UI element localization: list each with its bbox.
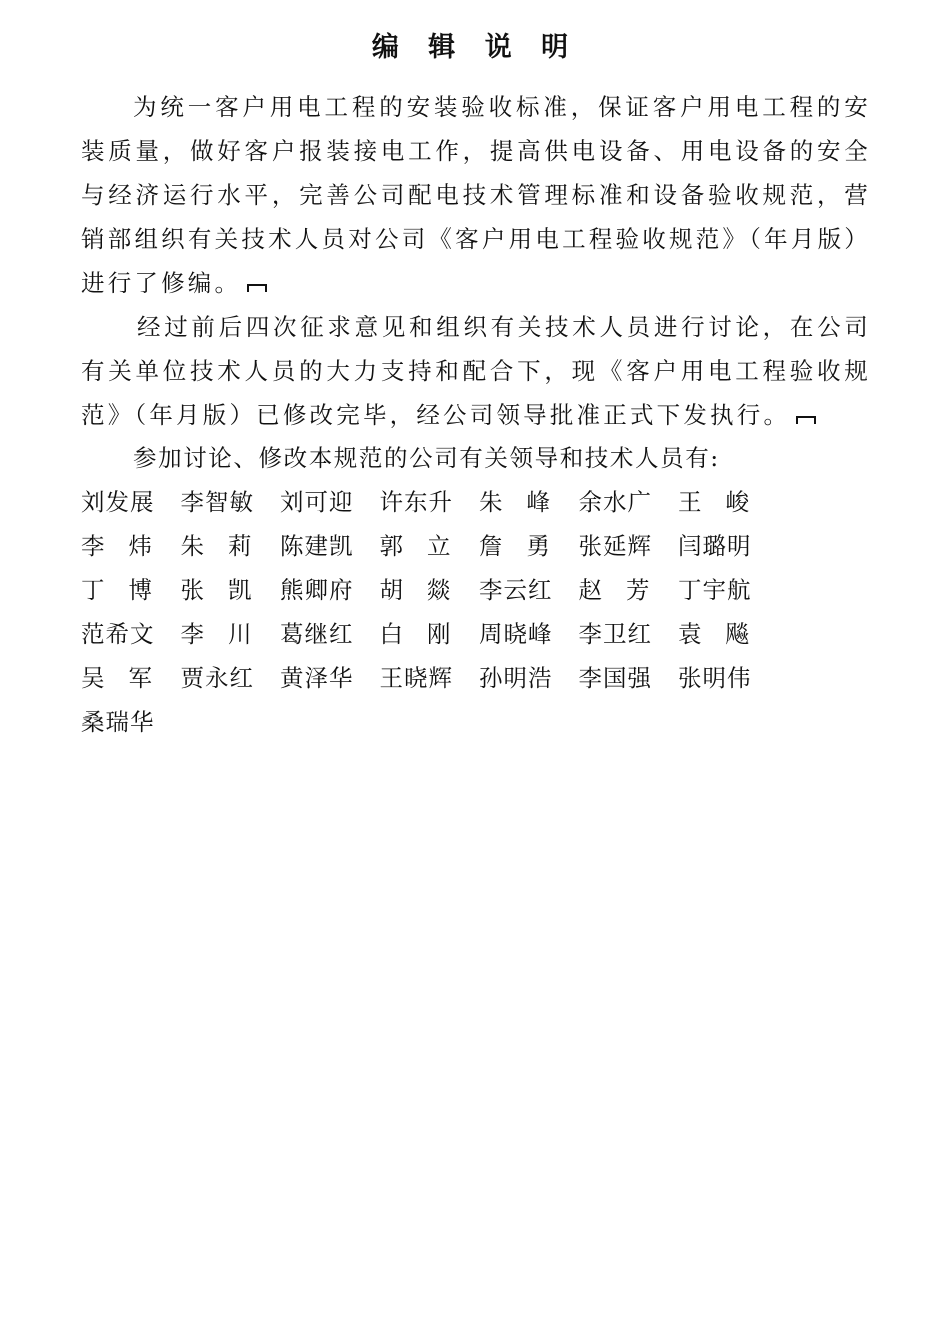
page-title: 编 辑 说 明 bbox=[371, 32, 579, 63]
paragraph-status bbox=[81, 305, 871, 437]
participant-name: 白刚 bbox=[379, 620, 475, 648]
participant-name: 桑瑞华 bbox=[81, 708, 155, 736]
participant-name: 丁博 bbox=[81, 576, 176, 604]
participant-name: 陈建凯 bbox=[280, 532, 354, 560]
participant-name: 王晓辉 bbox=[379, 664, 453, 692]
participant-name: 胡燚 bbox=[379, 576, 475, 604]
participants-row bbox=[81, 568, 801, 612]
participants-intro: 参加讨论、修改本规范的公司有关领导和技术人员有: bbox=[133, 444, 720, 472]
participants-row bbox=[81, 700, 801, 744]
participant-name: 丁宇航 bbox=[678, 576, 752, 604]
paragraph-status-text: 经过前后四次征求意见和组织有关技术人员进行讨论，在公司有关单位技术人员的大力支持和配合下，现《客户用电工程验收规范》（年月版）已修改完毕，经公司领导批准正式下发执行。 bbox=[81, 313, 871, 429]
participant-name: 葛继红 bbox=[280, 620, 354, 648]
participants-row bbox=[81, 524, 801, 568]
participant-name: 贾永红 bbox=[180, 664, 254, 692]
participant-name: 李卫红 bbox=[578, 620, 652, 648]
participant-name: 余水广 bbox=[578, 488, 652, 516]
participant-name: 朱峰 bbox=[479, 488, 574, 516]
participant-name: 李智敏 bbox=[180, 488, 254, 516]
participant-name: 朱莉 bbox=[180, 532, 276, 560]
participant-name: 李炜 bbox=[81, 532, 176, 560]
participant-name: 赵芳 bbox=[578, 576, 674, 604]
participant-name: 刘可迎 bbox=[280, 488, 354, 516]
participant-name: 黄泽华 bbox=[280, 664, 354, 692]
participant-name: 张明伟 bbox=[678, 664, 752, 692]
participant-name: 刘发展 bbox=[81, 488, 155, 516]
participants-row bbox=[81, 480, 801, 524]
participant-name: 詹勇 bbox=[479, 532, 574, 560]
participant-name: 闫璐明 bbox=[678, 532, 752, 560]
paragraph-purpose-text: 为统一客户用电工程的安装验收标准，保证客户用电工程的安装质量，做好客户报装接电工作，提高供电设备、用电设备的安全与经济运行水平，完善公司配电技术管理标准和设备验收规范，营销部组织有关技术人员对公司《客户用电工程验收规范》（年月版）进行了修编。 bbox=[81, 93, 871, 297]
participant-name: 李国强 bbox=[578, 664, 652, 692]
participant-name: 袁飚 bbox=[678, 620, 773, 648]
participant-name: 周晓峰 bbox=[479, 620, 553, 648]
participant-name: 李川 bbox=[180, 620, 276, 648]
paragraph-end-mark-icon bbox=[796, 415, 816, 425]
participants-list bbox=[81, 480, 801, 744]
participant-name: 范希文 bbox=[81, 620, 155, 648]
participant-name: 许东升 bbox=[379, 488, 453, 516]
participant-name: 张凯 bbox=[180, 576, 276, 604]
participants-row bbox=[81, 612, 801, 656]
paragraph-end-mark-icon bbox=[247, 283, 267, 293]
paragraph-purpose bbox=[81, 85, 871, 305]
participant-name: 郭立 bbox=[379, 532, 475, 560]
participant-name: 吴军 bbox=[81, 664, 176, 692]
participant-name: 张延辉 bbox=[578, 532, 652, 560]
participants-row bbox=[81, 656, 801, 700]
participant-name: 李云红 bbox=[479, 576, 553, 604]
participant-name: 孙明浩 bbox=[479, 664, 553, 692]
participant-name: 熊卿府 bbox=[280, 576, 354, 604]
participant-name: 王峻 bbox=[678, 488, 773, 516]
